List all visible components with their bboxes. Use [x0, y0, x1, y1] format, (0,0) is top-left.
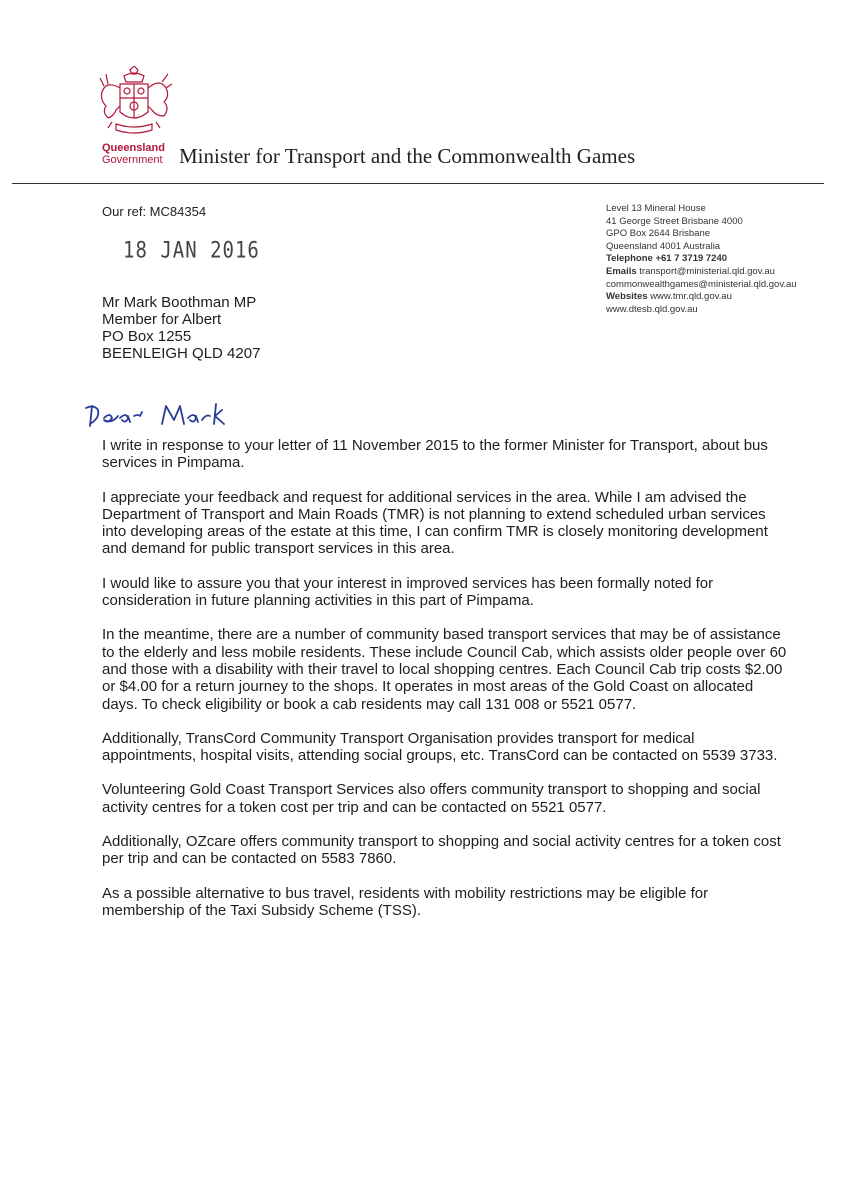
letter-body [102, 437, 792, 936]
brand-state: Queensland [102, 142, 165, 154]
recipient-locality: BEENLEIGH QLD 4207 [102, 345, 261, 362]
reference-number: Our ref: MC84354 [102, 204, 207, 219]
queensland-government-wordmark [102, 142, 165, 166]
body-paragraph: I would like to assure you that your interest in improved services has been formally noted for consideration in future planning activities in this part of Pimpama. [102, 574, 714, 610]
date-stamp: 18 JAN 2016 [123, 238, 260, 264]
body-paragraph: Volunteering Gold Coast Transport Services also offers community transport to shopping and social activity centres for a token cost per trip and can be contacted on 5521 0577. [102, 781, 761, 816]
queensland-crest-icon [94, 66, 174, 144]
brand-government: Government [102, 154, 163, 166]
body-paragraph: I write in response to your letter of 11 November 2015 to the former Minister for Transport, about bus services in Pimpama. [102, 437, 768, 472]
body-paragraph: Additionally, TransCord Community Transport Organisation provides transport for medical appointments, hospital visits, attending social groups, etc. TransCord can be contacted on 5539 3733. [102, 729, 778, 765]
handwritten-salutation [82, 398, 252, 432]
body-paragraph: In the meantime, there are a number of community based transport services that may be of assistance to the elderly and less mobile residents. These include Council Cab, which assists older people over 60 and those with a disability with their travel to local shopping centres. Each Council Cab trip costs $2.00 or $4.00 for a return journey to the shops. It operates in most areas of the Gold Coast on allocated days. To check eligibility or book a cab residents may call 131 008 or 5521 0577. [102, 626, 787, 713]
recipient-address [102, 294, 260, 362]
body-paragraph: I appreciate your feedback and request for additional services in the area. While I am advised the Department of Transport and Main Roads (TMR) is not planning to extend scheduled urban services into developing areas of the estate at this time, I can confirm TMR is closely monitoring development and demand for public transport services in this area. [102, 488, 768, 558]
contact-line: GPO Box 2644 Brisbane [606, 228, 711, 240]
recipient-role: Member for Albert [102, 311, 222, 328]
contact-line: Queensland 4001 Australia [606, 240, 721, 252]
contact-telephone: Telephone +61 7 3719 7240 [606, 253, 728, 265]
recipient-po-box: PO Box 1255 [102, 328, 192, 345]
contact-website-2: www.dtesb.qld.gov.au [606, 303, 698, 315]
contact-line: Level 13 Mineral House [606, 203, 706, 214]
contact-email-2: commonwealthgames@ministerial.qld.gov.au [606, 278, 797, 290]
sender-contact-block [606, 203, 797, 316]
contact-websites: Websites www.tmr.qld.gov.au [606, 291, 732, 303]
body-paragraph: Additionally, OZcare offers community transport to shopping and social activity centres for a token cost per trip and can be contacted on 5583 7860. [102, 833, 781, 868]
recipient-name: Mr Mark Boothman MP [102, 294, 257, 311]
letterhead-title: Minister for Transport and the Commonwealth Games [179, 144, 636, 168]
body-paragraph: As a possible alternative to bus travel, residents with mobility restrictions may be eligible for membership of the Taxi Subsidy Scheme (TSS). [102, 884, 709, 919]
contact-line: 41 George Street Brisbane 4000 [606, 215, 743, 227]
letterhead-divider [12, 183, 824, 184]
contact-emails: Emails transport@ministerial.qld.gov.au [606, 265, 775, 277]
